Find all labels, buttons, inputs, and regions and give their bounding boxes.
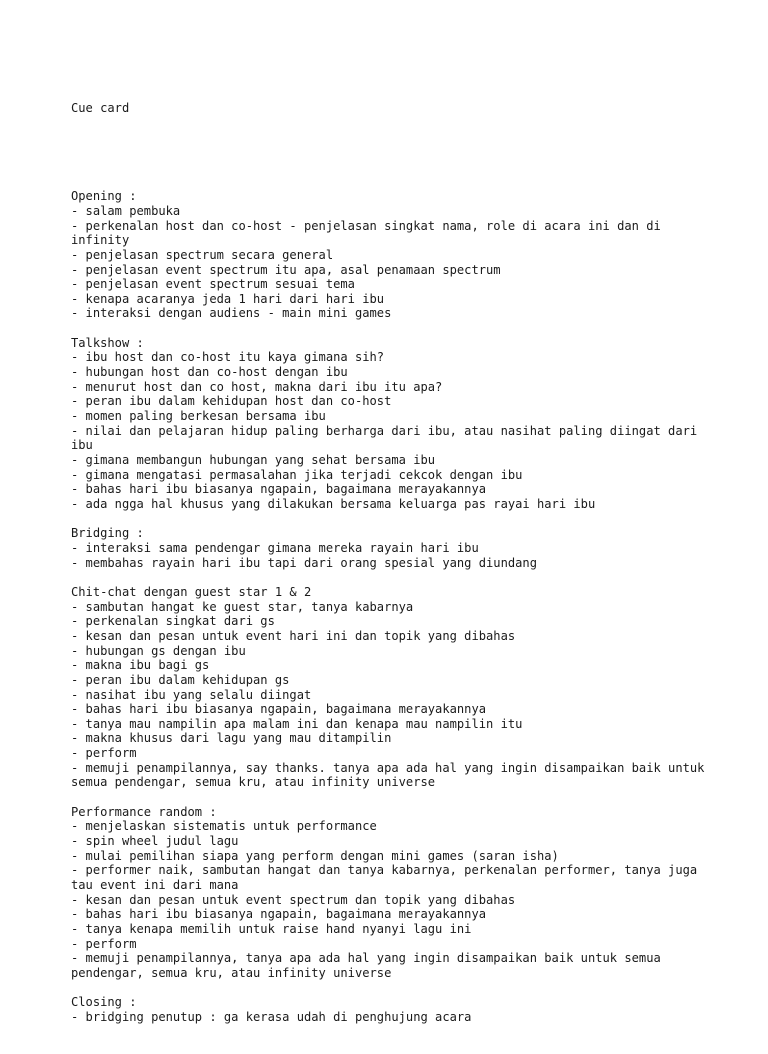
list-item: - penjelasan event spectrum itu apa, asal penamaan spectrum [71, 262, 501, 277]
list-item: - hubungan host dan co-host dengan ibu [71, 365, 348, 380]
list-item: - kesan dan pesan untuk event hari ini dan topik yang dibahas [71, 628, 516, 643]
section-heading: Talkshow : [71, 335, 144, 350]
list-item: - bridging penutup : ga kerasa udah di penghujung acara [71, 1009, 472, 1024]
document-body [71, 72, 711, 1054]
list-item: - hubungan gs dengan ibu [71, 643, 246, 658]
section-chit-chat-dengan-guest-star-1-2 [71, 585, 711, 790]
list-item: - sambutan hangat ke guest star, tanya kabarnya [71, 599, 414, 614]
list-item: - salam pembuka [71, 203, 181, 218]
list-item: - penjelasan event spectrum sesuai tema [71, 277, 355, 292]
list-item: - perkenalan singkat dari gs [71, 614, 275, 629]
list-item: - makna ibu bagi gs [71, 658, 210, 673]
list-item: - tanya mau nampilin apa malam ini dan kenapa mau nampilin itu [71, 716, 523, 731]
list-item: - membahas rayain hari ibu tapi dari orang spesial yang diundang [71, 555, 537, 570]
list-item: - kenapa acaranya jeda 1 hari dari hari ibu [71, 291, 385, 306]
document-title: Cue card [71, 101, 130, 116]
list-item: - spin wheel judul lagu [71, 834, 239, 849]
paragraph-gap [71, 570, 711, 585]
list-item: - gimana membangun hubungan yang sehat bersama ibu [71, 453, 436, 468]
list-item: - nasihat ibu yang selalu diingat [71, 687, 312, 702]
paragraph-gap [71, 321, 711, 336]
section-heading: Bridging : [71, 526, 144, 541]
list-item: - makna khusus dari lagu yang mau ditampilin [71, 731, 392, 746]
section-closing [71, 995, 711, 1024]
list-item: - tanya kenapa memilih untuk raise hand nyanyi lagu ini [71, 921, 472, 936]
list-item: - memuji penampilannya, say thanks. tanya apa ada hal yang ingin disampaikan baik untuk semua pendengar, semua kru, atau infinity universe [71, 760, 712, 790]
list-item: - ada ngga hal khusus yang dilakukan bersama keluarga pas rayai hari ibu [71, 497, 596, 511]
section-opening [71, 189, 711, 321]
section-bridging [71, 526, 711, 570]
list-item: - momen paling berkesan bersama ibu [71, 409, 326, 424]
list-item: - nilai dan pelajaran hidup paling berharga dari ibu, atau nasihat paling diingat dari ibu [71, 423, 705, 453]
sections-container [71, 189, 711, 1024]
list-item: - interaksi dengan audiens - main mini games [71, 306, 392, 321]
section-heading: Chit-chat dengan guest star 1 & 2 [71, 584, 312, 599]
section-talkshow [71, 336, 711, 512]
section-performance-random [71, 805, 711, 981]
list-item: - gimana mengatasi permasalahan jika terjadi cekcok dengan ibu [71, 467, 523, 482]
list-item: - mulai pemilihan siapa yang perform dengan mini games (saran isha) [71, 848, 559, 863]
list-item: - menurut host dan co host, makna dari ibu itu apa? [71, 379, 443, 394]
section-heading: Performance random : [71, 804, 217, 819]
list-item: - bahas hari ibu biasanya ngapain, bagaimana merayakannya [71, 702, 487, 717]
list-item: - peran ibu dalam kehidupan gs [71, 672, 290, 687]
list-item: - peran ibu dalam kehidupan host dan co-host [71, 394, 392, 409]
paragraph-gap [71, 512, 711, 527]
list-item: - memuji penampilannya, tanya apa ada hal yang ingin disampaikan baik untuk semua pendengar, semua kru, atau infinity universe [71, 951, 669, 980]
section-heading: Closing : [71, 995, 137, 1010]
paragraph-gap [71, 145, 711, 160]
list-item: - bahas hari ibu biasanya ngapain, bagaimana merayakannya [71, 482, 487, 497]
list-item: - perkenalan host dan co-host - penjelasan singkat nama, role di acara ini dan di infinity [71, 218, 669, 248]
paragraph-gap [71, 981, 711, 996]
list-item: - interaksi sama pendengar gimana mereka rayain hari ibu [71, 540, 479, 555]
list-item: - perform [71, 746, 137, 761]
list-item: - menjelaskan sistematis untuk performance [71, 819, 377, 834]
section-heading: Opening : [71, 189, 137, 204]
list-item: - penjelasan spectrum secara general [71, 247, 334, 262]
list-item: - bahas hari ibu biasanya ngapain, bagaimana merayakannya [71, 907, 487, 922]
list-item: - performer naik, sambutan hangat dan tanya kabarnya, perkenalan performer, tanya juga tau event ini dari mana [71, 863, 705, 893]
list-item: - perform [71, 936, 137, 951]
paragraph-gap [71, 790, 711, 805]
list-item: - ibu host dan co-host itu kaya gimana sih? [71, 350, 385, 365]
list-item: - kesan dan pesan untuk event spectrum dan topik yang dibahas [71, 892, 516, 907]
